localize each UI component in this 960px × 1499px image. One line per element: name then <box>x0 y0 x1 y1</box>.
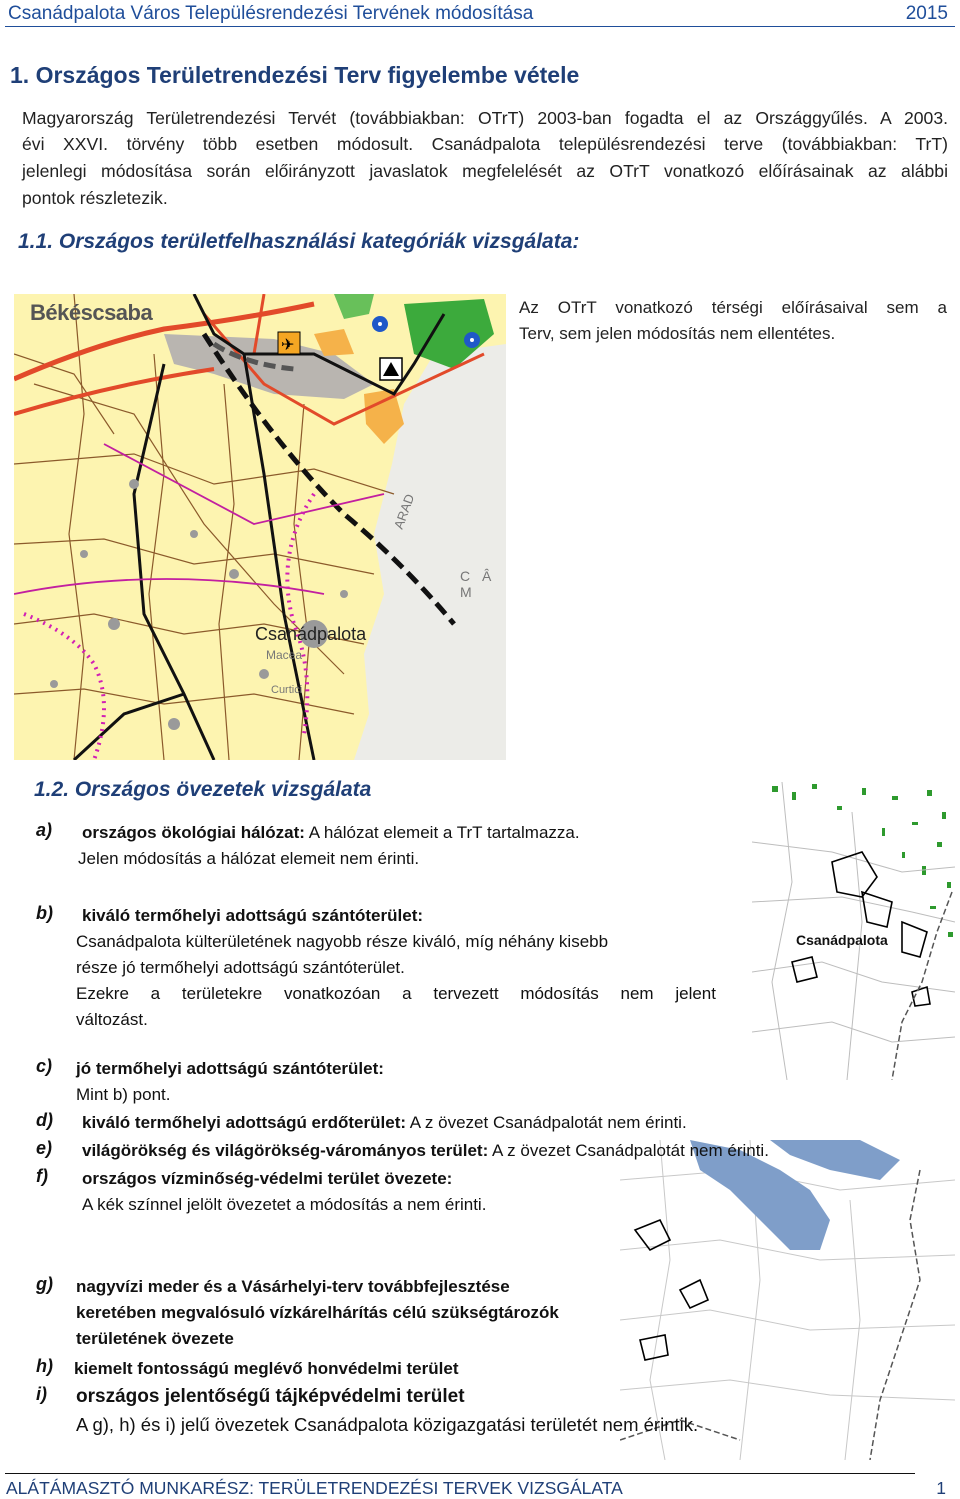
item-a-rest: A hálózat elemeit a TrT tartalmazza. <box>304 823 580 842</box>
item-c-line-2: Mint b) pont. <box>76 1085 171 1104</box>
item-d-bold: kiváló termőhelyi adottságú erdőterület: <box>82 1113 407 1132</box>
item-g-bold-3: területének övezete <box>76 1329 234 1348</box>
ecological-network-map-graphic <box>752 782 955 1080</box>
map-label-curtici: Curtici <box>271 684 303 696</box>
item-b-line-4: Ezekre a területekre vonatkozóan a tervezett módosítás nem jelent <box>76 984 716 1003</box>
map-label-cam: C Â M <box>460 568 496 600</box>
item-f-bold: országos vízminőség-védelmi terület övezete: <box>82 1169 453 1188</box>
document-title: Csanádpalota Város Településrendezési Tervének módosítása <box>8 3 534 24</box>
item-e-letter: e) <box>36 1138 53 1158</box>
item-g-text <box>76 1274 510 1300</box>
item-h-text <box>74 1356 458 1382</box>
item-a-letter: a) <box>36 820 53 840</box>
section-1-1-note-line-2: Terv, sem jelen módosítás nem ellentétes. <box>519 324 836 343</box>
item-h-letter: h) <box>36 1356 53 1376</box>
item-e-bold: világörökség és világörökség-várományos terület: <box>82 1141 489 1160</box>
item-c-bold: jó termőhelyi adottságú szántóterület: <box>76 1059 384 1078</box>
item-i-letter: i) <box>36 1384 47 1404</box>
item-i-line-2: A g), h) és i) jelű övezetek Csanádpalota közigazgatási területét nem érintik. <box>76 1414 699 1435</box>
map-label-bekescsaba: Békéscsaba <box>30 300 153 325</box>
item-c-letter: c) <box>36 1056 53 1076</box>
document-year: 2015 <box>905 3 948 24</box>
item-g-line-2 <box>76 1300 559 1326</box>
item-b-line-2: Csanádpalota külterületének nagyobb része kiváló, míg néhány kisebb <box>76 932 609 951</box>
map-label-macea: Macea <box>266 648 303 662</box>
item-d-letter: d) <box>36 1110 53 1130</box>
otrt-land-use-map <box>14 294 506 760</box>
map-label-arad: ARAD <box>390 491 418 532</box>
section-1-title: 1. Országos Területrendezési Terv figyelembe vétele <box>10 62 580 88</box>
item-f-line-2: A kék színnel jelölt övezetet a módosítás a nem érinti. <box>82 1195 487 1214</box>
item-e-rest: A z övezet Csanádpalotát nem érinti. <box>488 1141 769 1160</box>
svg-text:✈: ✈ <box>281 335 295 354</box>
item-g-line-3 <box>76 1326 234 1352</box>
section-1-para-line-1: Magyarország Területrendezési Tervét (továbbiakban: OTrT) 2003-ban fogadta el az Országgyűlés. A 2003. <box>22 108 948 128</box>
section-1-para-line-4: pontok részletezik. <box>22 188 168 208</box>
section-1-1-title: 1.1. Országos területfelhasználási kategóriák vizsgálata: <box>18 230 580 253</box>
section-1-1-note-line-1: Az OTrT vonatkozó térségi előírásaival sem a <box>519 298 947 317</box>
item-g-letter: g) <box>36 1274 53 1294</box>
section-1-para-line-2: évi XXVI. törvény több esetben módosult. Csanádpalota településrendezési terve (továbbiakban: TrT) <box>22 134 948 154</box>
item-h-bold: kiemelt fontosságú meglévő honvédelmi terület <box>74 1359 459 1378</box>
item-b-line-3: része jó termőhelyi adottságú szántóterület. <box>76 958 405 977</box>
item-b-bold: kiváló termőhelyi adottságú szántóterület: <box>82 906 424 925</box>
footer-divider <box>5 1473 915 1474</box>
item-a-line-2: Jelen módosítás a hálózat elemeit nem érinti. <box>78 849 420 868</box>
section-1-2-title: 1.2. Országos övezetek vizsgálata <box>34 778 372 801</box>
item-f-letter: f) <box>36 1166 48 1186</box>
item-i-bold: országos jelentőségű tájképvédelmi terület <box>76 1386 465 1407</box>
item-a-bold: országos ökológiai hálózat: <box>82 823 305 842</box>
header-divider <box>5 26 955 27</box>
item-e-text <box>82 1138 769 1164</box>
item-b-line-5: változást. <box>76 1010 148 1029</box>
item-d-text <box>82 1110 687 1136</box>
ecological-map-label-csanadpalota: Csanádpalota <box>796 932 888 948</box>
otrt-land-use-map-graphic <box>14 294 506 760</box>
page-number: 1 <box>936 1478 946 1498</box>
section-1-para-line-3: jelenlegi módosítása során előirányzott javaslatok megfelelését az OTrT vonatkozó előírásainak az alábbi <box>22 161 948 181</box>
item-f-text <box>82 1166 452 1192</box>
ecological-network-map <box>752 782 955 1080</box>
item-i-text <box>76 1384 465 1410</box>
item-b-letter: b) <box>36 903 53 923</box>
footer-text: ALÁTÁMASZTÓ MUNKARÉSZ: TERÜLETRENDEZÉSI TERVEK VIZSGÁLATA <box>6 1478 623 1498</box>
item-g-bold-2: keretében megvalósuló vízkárelhárítás célú szükségtározók <box>76 1303 559 1322</box>
item-b-text <box>82 903 423 929</box>
map-label-csanadpalota: Csanádpalota <box>255 624 367 644</box>
item-g-bold: nagyvízi meder és a Vásárhelyi-terv továbbfejlesztése <box>76 1277 510 1296</box>
item-d-rest: A z övezet Csanádpalotát nem érinti. <box>406 1113 687 1132</box>
item-c-text <box>76 1056 384 1082</box>
item-a-text <box>82 820 580 846</box>
